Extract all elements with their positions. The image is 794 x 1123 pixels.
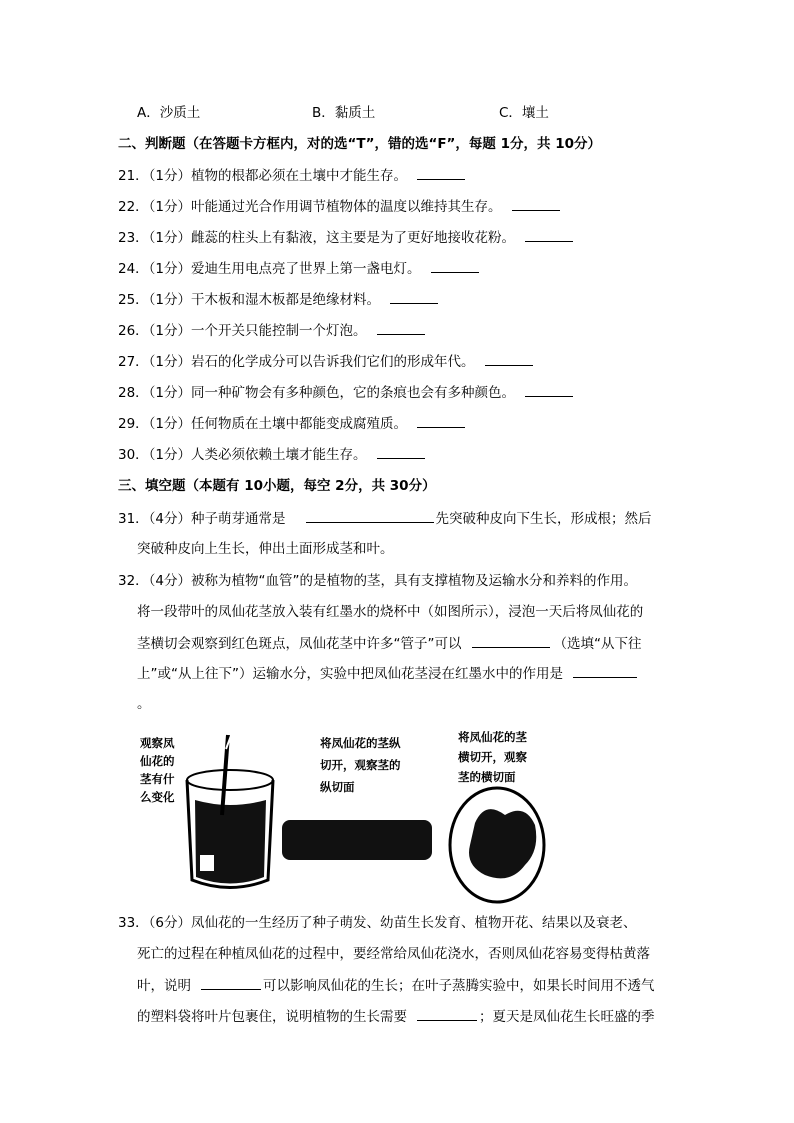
question-32: 32．（4分）被称为植物“血管”的是植物的茎，具有支撑植物及运输水分和养料的作用。 bbox=[118, 573, 638, 589]
label-left-3: 茎有什 bbox=[140, 772, 175, 786]
question-text: 同一种矿物会有多种颜色，它的条痕也会有多种颜色。 bbox=[191, 385, 516, 401]
option-c: C．壤土 bbox=[499, 105, 549, 121]
question-32-line5: 。 bbox=[137, 696, 151, 712]
question-text: 人类必须依赖土壤才能生存。 bbox=[191, 447, 367, 463]
question-text: 先突破种皮向下生长，形成根；然后 bbox=[435, 511, 652, 527]
question-30 bbox=[118, 444, 425, 465]
question-number: 25．（1分） bbox=[118, 292, 192, 308]
section-title-judge: 二、判断题（在答题卡方框内，对的选“T”，错的选“F”，每题 1分，共 10分） bbox=[118, 136, 601, 152]
label-right-3: 茎的横切面 bbox=[458, 770, 516, 784]
answer-blank[interactable] bbox=[573, 663, 637, 678]
question-text: 可以影响凤仙花的生长；在叶子蒸腾实验中，如果长时间用不透气 bbox=[263, 978, 655, 994]
question-text: 一个开关只能控制一个灯泡。 bbox=[191, 323, 367, 339]
experiment-illustration bbox=[140, 725, 560, 905]
label-left-2: 仙花的 bbox=[140, 754, 175, 768]
option-a: A．沙质土 bbox=[137, 105, 201, 121]
answer-blank[interactable] bbox=[472, 633, 550, 648]
question-number: 26．（1分） bbox=[118, 323, 192, 339]
question-32-line2: 将一段带叶的凤仙花茎放入装有红墨水的烧杯中（如图所示），浸泡一天后将凤仙花的 bbox=[137, 604, 644, 620]
question-number: 23．（1分） bbox=[118, 230, 192, 246]
label-right-1: 将凤仙花的茎 bbox=[458, 730, 527, 744]
answer-blank[interactable] bbox=[431, 258, 479, 273]
answer-blank[interactable] bbox=[417, 413, 465, 428]
question-text: 上”或“从上往下”）运输水分，实验中把凤仙花茎浸在红墨水中的作用是 bbox=[137, 666, 563, 682]
question-text: ；夏天是凤仙花生长旺盛的季 bbox=[479, 1009, 655, 1025]
question-32-line3 bbox=[137, 633, 642, 654]
question-number: 29．（1分） bbox=[118, 416, 192, 432]
answer-blank[interactable] bbox=[417, 1006, 477, 1021]
question-number: 24．（1分） bbox=[118, 261, 192, 277]
answer-blank[interactable] bbox=[512, 196, 560, 211]
answer-blank[interactable] bbox=[201, 975, 261, 990]
label-right-2: 横切开，观察 bbox=[458, 750, 527, 764]
answer-blank[interactable] bbox=[390, 289, 438, 304]
question-text: 雌蕊的柱头上有黏液，这主要是为了更好地接收花粉。 bbox=[191, 230, 516, 246]
question-number: 22．（1分） bbox=[118, 199, 192, 215]
stem-cross-section bbox=[450, 788, 544, 902]
question-29 bbox=[118, 413, 465, 434]
label-middle-3: 纵切面 bbox=[320, 780, 355, 794]
question-text: 茎横切会观察到红色斑点，凤仙花茎中许多“管子”可以 bbox=[137, 636, 462, 652]
question-text: 植物的根都必须在土壤中才能生存。 bbox=[191, 168, 408, 184]
label-middle-1: 将凤仙花的茎纵 bbox=[320, 736, 401, 750]
question-number: 30．（1分） bbox=[118, 447, 192, 463]
question-text: 干木板和湿木板都是绝缘材料。 bbox=[191, 292, 381, 308]
answer-blank[interactable] bbox=[485, 351, 533, 366]
question-number: 21．（1分） bbox=[118, 168, 192, 184]
question-text: 叶能通过光合作用调节植物体的温度以维持其生存。 bbox=[191, 199, 502, 215]
question-33: 33．（6分）凤仙花的一生经历了种子萌发、幼苗生长发育、植物开花、结果以及衰老、 bbox=[118, 915, 637, 931]
question-number: 27．（1分） bbox=[118, 354, 192, 370]
label-left-1: 观察凤 bbox=[140, 736, 175, 750]
question-25 bbox=[118, 289, 438, 310]
answer-blank[interactable] bbox=[417, 165, 465, 180]
section-title-fill: 三、填空题（本题有 10小题，每空 2分，共 30分） bbox=[118, 478, 436, 494]
stem-longitudinal-section bbox=[282, 820, 432, 860]
question-33-line3 bbox=[137, 975, 655, 996]
question-33-line4 bbox=[137, 1006, 655, 1027]
experiment-figure bbox=[140, 725, 560, 905]
beaker-icon bbox=[187, 733, 273, 888]
question-21 bbox=[118, 165, 465, 186]
question-text: 爱迪生用电点亮了世界上第一盏电灯。 bbox=[191, 261, 421, 277]
question-33-line2: 死亡的过程在种植凤仙花的过程中，要经常给凤仙花浇水，否则凤仙花容易变得枯黄落 bbox=[137, 946, 650, 962]
question-number: 28．（1分） bbox=[118, 385, 192, 401]
question-text: （选填“从下往 bbox=[553, 636, 642, 652]
option-b: B．黏质土 bbox=[312, 105, 376, 121]
question-text: 31．（4分）种子萌芽通常是 bbox=[118, 511, 286, 527]
question-23 bbox=[118, 227, 573, 248]
question-28 bbox=[118, 382, 573, 403]
label-left-4: 么变化 bbox=[140, 790, 175, 804]
question-24 bbox=[118, 258, 479, 279]
label-middle-2: 切开，观察茎的 bbox=[320, 758, 401, 772]
answer-blank[interactable] bbox=[525, 227, 573, 242]
question-text: 的塑料袋将叶片包裹住，说明植物的生长需要 bbox=[137, 1009, 407, 1025]
question-text: 任何物质在土壤中都能变成腐殖质。 bbox=[191, 416, 408, 432]
answer-blank[interactable] bbox=[377, 320, 425, 335]
question-27 bbox=[118, 351, 533, 372]
answer-blank[interactable] bbox=[377, 444, 425, 459]
question-text: 岩石的化学成分可以告诉我们它们的形成年代。 bbox=[191, 354, 475, 370]
question-31-cont: 突破种皮向上生长，伸出土面形成茎和叶。 bbox=[137, 541, 394, 557]
answer-blank[interactable] bbox=[525, 382, 573, 397]
question-32-line4 bbox=[137, 663, 637, 684]
question-text: 叶，说明 bbox=[137, 978, 191, 994]
question-31 bbox=[118, 508, 652, 529]
question-22 bbox=[118, 196, 560, 217]
answer-blank[interactable] bbox=[306, 508, 434, 523]
question-26 bbox=[118, 320, 425, 341]
